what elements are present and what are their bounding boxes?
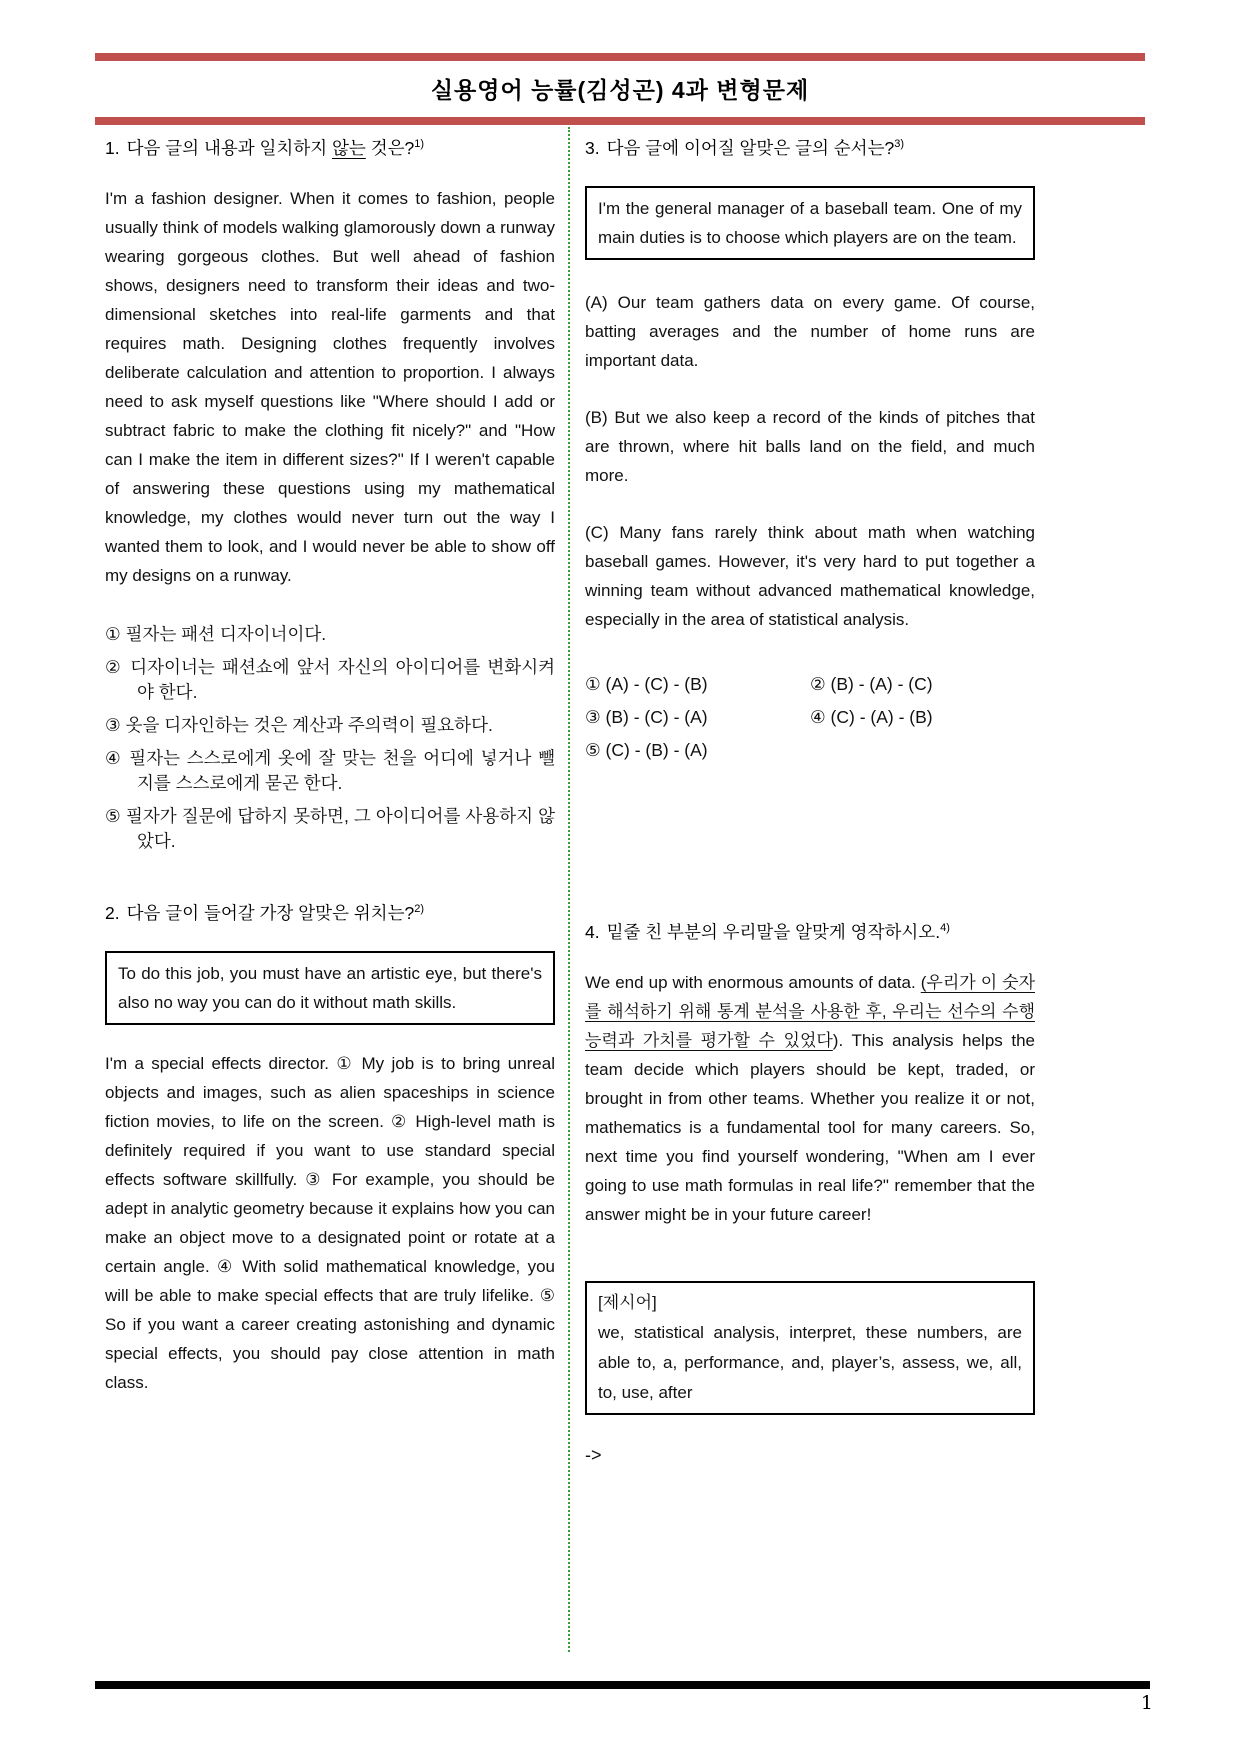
q1-option-1-number: ①	[105, 624, 121, 644]
left-column	[105, 127, 555, 1652]
header-rule-top	[95, 53, 1145, 61]
q4-passage-underlined-korean: (우리가 이 숫자를 해석하기 위해 통계 분석을 사용한 후, 우리는 선수의 수행능력과 가치를 평가할 수 있었다	[585, 973, 1035, 1050]
question-3-footnote: 3)	[894, 138, 905, 150]
q3-choice-5: ⑤ (C) - (B) - (A)	[585, 740, 708, 760]
q1-option-2-label: 디자이너는 패션쇼에 앞서 자신의 아이디어를 변화시켜야 한다.	[130, 657, 555, 702]
q1-option-5-number: ⑤	[105, 806, 121, 826]
question-2-block	[105, 900, 555, 1397]
hint-box-label: [제시어]	[598, 1293, 657, 1312]
q1-option-5	[105, 804, 555, 854]
q1-option-4-label: 필자는 스스로에게 옷에 잘 맞는 천을 어디에 넣거나 뺄 지를 스스로에게 묻곤 한다.	[129, 748, 555, 793]
question-4-number: 4.	[585, 922, 600, 942]
header	[95, 53, 1145, 125]
footer-rule	[95, 1681, 1150, 1689]
q2-insert-box: To do this job, you must have an artistic eye, but there's also no way you can do it without math skills.	[105, 951, 555, 1025]
q3-choice-4: ④ (C) - (A) - (B)	[810, 707, 933, 727]
q1-option-4-number: ④	[105, 748, 123, 768]
q2-passage: I'm a special effects director. ① My job is to bring unreal objects and images, such as alien spaceships in science fiction movies, to life on the screen. ② High-level math is definitely required if you want to use standard special effects software skillfully. ③ For example, you should be adept in analytic geometry because it explains how you can make an object move to a designated point or rotate at a certain angle. ④ With solid mathematical knowledge, you will be able to make special effects that are truly lifelike. ⑤ So if you want a career creating astonishing and dynamic special effects, you should pay close attention in math class.	[105, 1054, 555, 1392]
answer-arrow: ->	[585, 1445, 602, 1465]
page-title: 실용영어 능률(김성곤) 4과 변형문제	[430, 77, 810, 103]
q3-paragraph-a: (A) Our team gathers data on every game. Of course, batting averages and the number of home runs are important data.	[585, 293, 1035, 370]
q1-option-5-label: 필자가 질문에 답하지 못하면, 그 아이디어를 사용하지 않았다.	[125, 806, 555, 851]
q3-choice-2: ② (B) - (A) - (C)	[810, 674, 933, 694]
question-4-text: 밑줄 친 부분의 우리말을 알맞게 영작하시오.	[606, 922, 941, 942]
question-2-number: 2.	[105, 903, 120, 923]
question-1-text-pre: 다음 글의 내용과 일치하지	[126, 138, 333, 158]
q1-option-1-label: 필자는 패션 디자이너이다.	[125, 624, 327, 644]
q1-option-2-number: ②	[105, 657, 124, 677]
header-rule-bottom	[95, 117, 1145, 125]
q4-passage-post: ). This analysis helps the team decide which players should be kept, traded, or brought in from other teams. Whether you realize it or not, mathematics is a fundamental tool for many careers. So, next time you find yourself wondering, "When am I ever going to use math formulas in real life?" remember that the answer might be in your future career!	[585, 1031, 1035, 1224]
question-3-title	[585, 135, 1035, 160]
question-1-text-post: 것은?	[365, 138, 415, 158]
q3-paragraph-c: (C) Many fans rarely think about math when watching baseball games. However, it's very hard to put together a winning team without advanced mathematical knowledge, especially in the area of statistical analysis.	[585, 523, 1035, 629]
q1-option-2	[105, 655, 555, 705]
question-1-footnote: 1)	[414, 138, 425, 150]
column-divider	[568, 127, 570, 1652]
q1-option-3	[105, 713, 555, 738]
hint-box	[585, 1281, 1035, 1415]
question-4-title	[585, 919, 1035, 944]
q3-choice-1: ① (A) - (C) - (B)	[585, 674, 708, 694]
q4-passage	[585, 968, 1035, 1229]
question-2-text: 다음 글이 들어갈 가장 알맞은 위치는?	[126, 903, 415, 923]
question-1-number: 1.	[105, 138, 120, 158]
q1-passage: I'm a fashion designer. When it comes to fashion, people usually think of models walking glamorously down a runway wearing gorgeous clothes. But well ahead of fashion shows, designers need to transform their ideas and two-dimensional sketches into real-life garments and that requires math. Designing clothes frequently involves deliberate calculation and attention to proportion. I always need to ask myself questions like "Where should I add or subtract fabric to make the clothing fit nicely?" and "How can I make the item in different sizes?" If I weren't capable of answering these questions using my mathematical knowledge, my clothes would never turn out the way I wanted them to look, and I would never be able to show off my designs on a runway.	[105, 189, 555, 585]
q3-choice-3: ③ (B) - (C) - (A)	[585, 707, 708, 727]
q1-option-4	[105, 746, 555, 796]
q3-quote-box: I'm the general manager of a baseball team. One of my main duties is to choose which players are on the team.	[585, 186, 1035, 260]
question-3-text: 다음 글에 이어질 알맞은 글의 순서는?	[606, 138, 895, 158]
q1-option-3-number: ③	[105, 715, 121, 735]
question-2-footnote: 2)	[414, 903, 425, 915]
right-column	[585, 127, 1035, 1652]
question-4-block	[585, 919, 1035, 1466]
question-3-number: 3.	[585, 138, 600, 158]
q4-passage-pre: We end up with enormous amounts of data.	[585, 973, 921, 992]
columns	[105, 127, 1240, 1652]
q1-options	[105, 622, 555, 854]
question-1-title	[105, 135, 555, 160]
question-4-footnote: 4)	[940, 922, 950, 934]
question-2-title	[105, 900, 555, 925]
question-1-text-underlined: 않는	[332, 138, 366, 158]
q1-option-1	[105, 622, 555, 647]
hint-box-words: we, statistical analysis, interpret, these numbers, are able to, a, performance, and, player’s, assess, we, all, to, use, after	[598, 1323, 1022, 1402]
q3-paragraph-b: (B) But we also keep a record of the kinds of pitches that are thrown, where hit balls land on the field, and much more.	[585, 408, 1035, 485]
q1-option-3-label: 옷을 디자인하는 것은 계산과 주의력이 필요하다.	[125, 715, 493, 735]
q3-choices	[585, 668, 1035, 767]
page-number: 1	[1140, 1692, 1153, 1714]
